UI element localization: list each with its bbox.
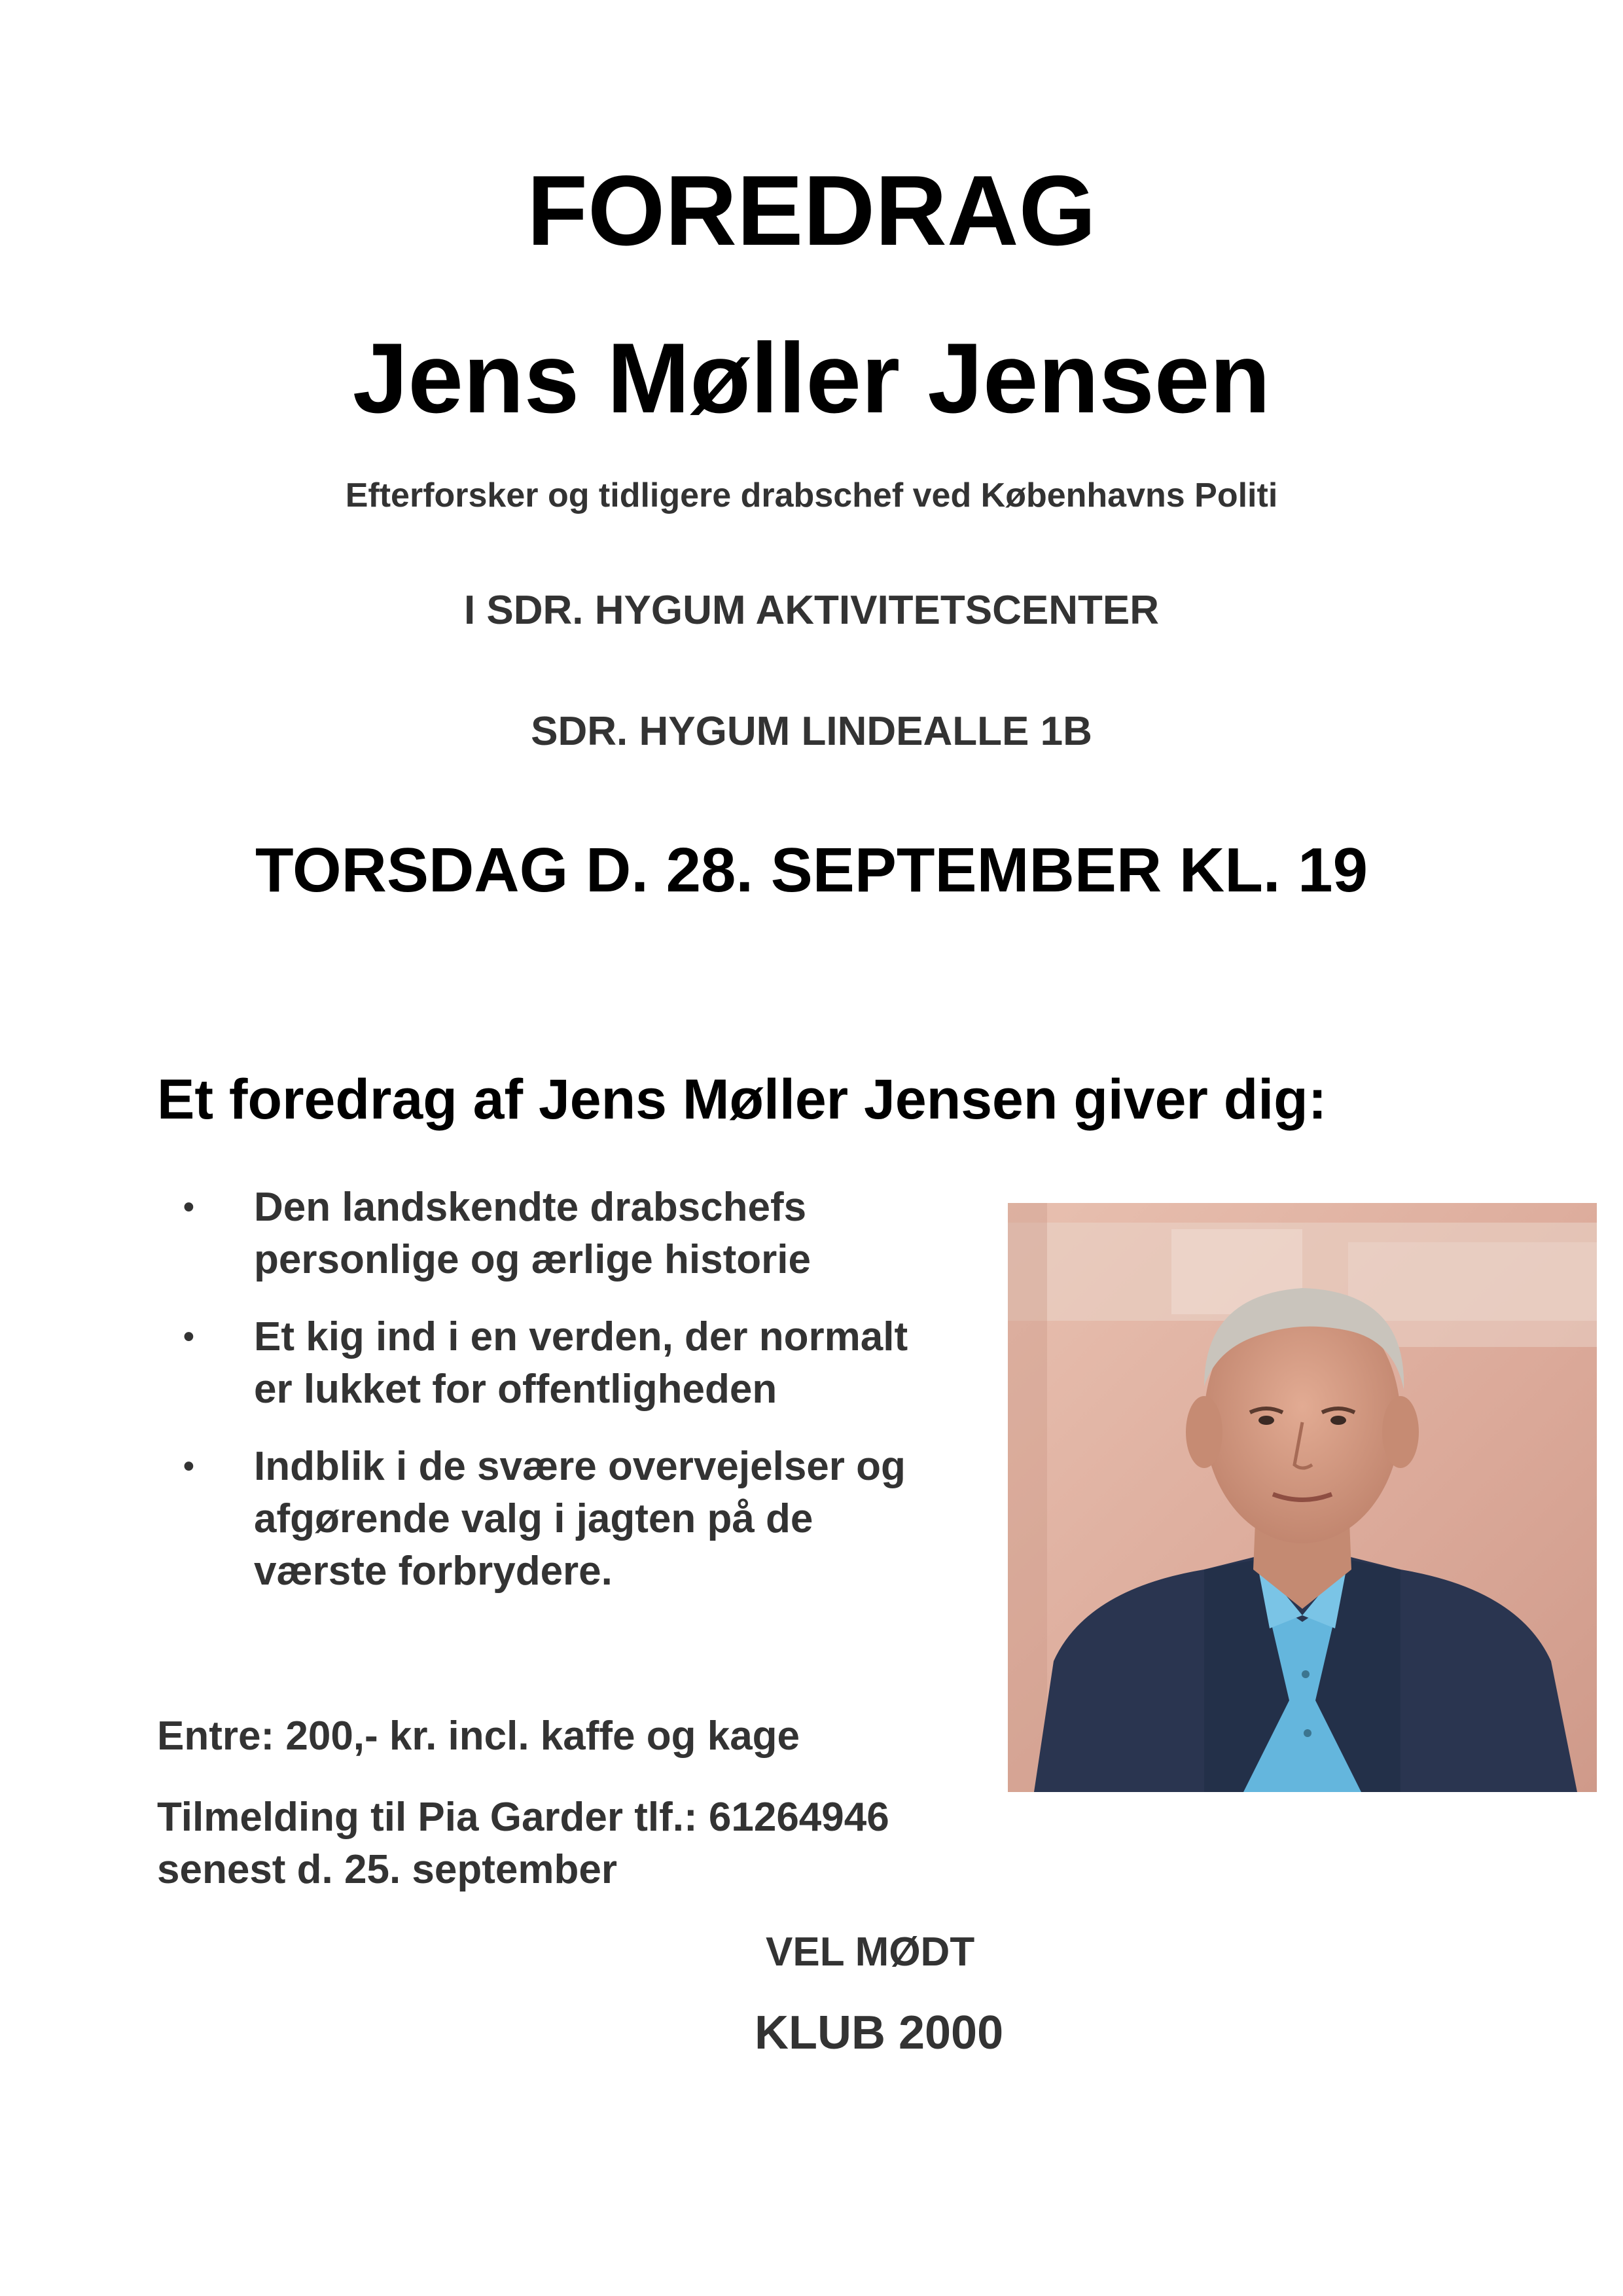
benefit-line: personlige og ærlige historie (254, 1237, 811, 1282)
benefit-item (183, 1441, 995, 1598)
venue-name: I SDR. HYGUM AKTIVITETSCENTER (463, 588, 1160, 633)
benefit-line: Indblik i de svære overvejelser og (254, 1444, 906, 1489)
signup-deadline: senest d. 25. september (157, 1847, 617, 1892)
benefits-list (183, 1181, 995, 1623)
benefit-line: Den landskendte drabschefs (254, 1185, 807, 1230)
poster-title: FOREDRAG (527, 155, 1096, 266)
bullet-icon: • (183, 1319, 194, 1354)
speaker-description: Efterforsker og tidligere drabschef ved Københavns Politi (345, 476, 1278, 514)
bullet-icon: • (183, 1449, 194, 1484)
speaker-photo (1008, 1203, 1597, 1792)
benefit-line: er lukket for offentligheden (254, 1367, 777, 1412)
benefit-line: afgørende valg i jagten på de (254, 1496, 813, 1541)
benefits-heading: Et foredrag af Jens Møller Jensen giver dig: (157, 1068, 1327, 1131)
entrance-fee: Entre: 200,- kr. incl. kaffe og kage (157, 1713, 800, 1759)
welcome-text: VEL MØDT (766, 1929, 975, 1975)
benefit-item (183, 1311, 995, 1416)
club-name: KLUB 2000 (755, 2007, 1004, 2059)
venue-address: SDR. HYGUM LINDEALLE 1B (531, 709, 1092, 754)
event-date: TORSDAG D. 28. SEPTEMBER KL. 19 (255, 835, 1368, 905)
bullet-icon: • (183, 1190, 194, 1225)
signup-info (157, 1791, 889, 1896)
signup-contact: Tilmelding til Pia Garder tlf.: 61264946 (157, 1795, 889, 1840)
person-portrait-icon (1008, 1203, 1597, 1792)
benefit-line: Et kig ind i en verden, der normalt (254, 1314, 908, 1359)
benefit-line: værste forbrydere. (254, 1549, 613, 1594)
speaker-name: Jens Møller Jensen (352, 323, 1271, 434)
benefit-item (183, 1181, 995, 1286)
